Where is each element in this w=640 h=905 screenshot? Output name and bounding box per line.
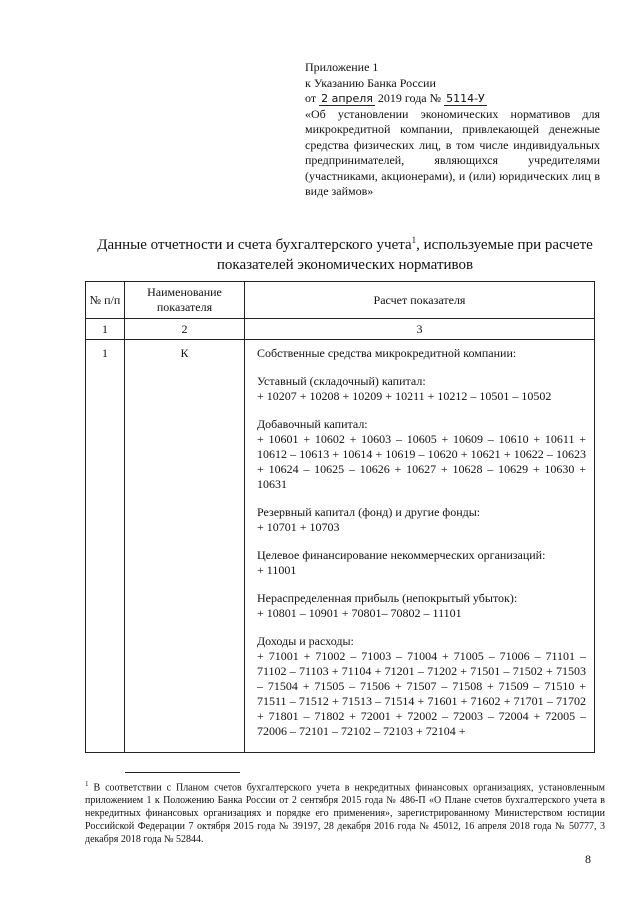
- heading-footnote-mark: 1: [411, 235, 417, 245]
- page-number: 8: [585, 852, 591, 866]
- calculation-table: [85, 281, 595, 753]
- year-text: 2019 года №: [377, 91, 442, 105]
- column-number-1: 1: [86, 319, 125, 340]
- calculation-block: [253, 548, 586, 578]
- block-formula: + 71001 + 71002 – 71003 – 71004 + 71005 – 71006 – 71101 – 71102 – 71103 + 71104 + 71201 – 71202 + 71501 – 71502 + 71503 – 71504 + 71505 – 71506 + 71507 – 71508 + 71509 – 71510 + 71511 – 71512 + 71513 – 71514 + 71601 + 71602 + 71701 – 71702 + 71801 – 71802 + 72001 + 72002 – 72003 – 72004 + 72005 – 72006 – 72101 – 72102 – 72103 + 72104 +: [257, 649, 586, 738]
- block-formula: + 10601 + 10602 + 10603 – 10605 + 10609 – 10610 + 10611 + 10612 – 10613 + 10614 + 10619 – 10620 + 10621 + 10622 – 10623 + 10624 – 10625 – 10626 + 10627 + 10628 – 10629 + 10630 + 10631: [257, 432, 586, 491]
- calculation-intro: [253, 346, 586, 361]
- appendix-title: Приложение 1: [305, 60, 379, 74]
- appendix-reference: к Указанию Банка России: [305, 75, 436, 90]
- block-formula: + 10701 + 10703: [257, 520, 340, 534]
- calculation-block: [253, 505, 586, 535]
- footnote-mark: 1: [85, 780, 89, 788]
- header-name: Наименование показателя: [125, 282, 245, 319]
- table-row: [86, 340, 595, 753]
- heading-part1: Данные отчетности и счета бухгалтерского учета: [97, 237, 412, 253]
- intro-text: Собственные средства микрокредитной компании:: [257, 346, 517, 360]
- header-number: № п/п: [86, 282, 125, 319]
- footnote-divider: [125, 772, 240, 773]
- calculation-block: [253, 634, 586, 739]
- footnote: [85, 778, 605, 846]
- column-number-2: 2: [125, 319, 245, 340]
- table-header-row: [86, 282, 595, 319]
- handwritten-number: 5114-У: [446, 92, 485, 105]
- block-label: Доходы и расходы:: [257, 634, 354, 648]
- heading-part2: , используемые при расчете показателей экономических нормативов: [216, 237, 593, 273]
- calculation-block: [253, 374, 586, 404]
- column-numbering-row: [86, 319, 595, 340]
- date-prefix: от: [305, 91, 317, 105]
- appendix-header: [305, 60, 600, 200]
- calculation-block: [253, 417, 586, 492]
- calculation-block: [253, 591, 586, 621]
- appendix-date-line: [305, 91, 600, 107]
- row-calculation: [245, 340, 595, 753]
- document-heading: [60, 230, 630, 275]
- block-formula: + 10207 + 10208 + 10209 + 10211 + 10212 – 10501 – 10502: [257, 389, 552, 403]
- block-formula: + 11001: [257, 563, 297, 577]
- footnote-text: В соответствии с Планом счетов бухгалтерского учета в некредитных финансовых организациях, установленным приложением 1 к Положению Банка России от 2 сентября 2015 года № 486-П «О Плане счетов бухгалтерского учета в некредитных финансовых организациях и порядке его применения», зарегистрированному Министерством юстиции Российской Федерации 7 октября 2015 года № 39197, 28 декабря 2016 года № 45012, 16 апреля 2018 года № 50777, 3 декабря 2018 года № 52844.: [85, 782, 605, 846]
- column-number-3: 3: [245, 319, 595, 340]
- row-indicator-name: К: [125, 340, 245, 753]
- block-label: Уставный (складочный) капитал:: [257, 374, 426, 388]
- block-label: Резервный капитал (фонд) и другие фонды:: [257, 505, 481, 519]
- handwritten-day: 2 апреля: [321, 92, 373, 105]
- block-label: Целевое финансирование некоммерческих организаций:: [257, 548, 546, 562]
- block-label: Добавочный капитал:: [257, 417, 368, 431]
- block-formula: + 10801 – 10901 + 70801– 70802 – 11101: [257, 606, 462, 620]
- row-number: 1: [86, 340, 125, 753]
- appendix-subject: «Об установлении экономических нормативов для микрокредитной компании, привлекающей денежные средства физических лиц, в том числе индивидуальных предпринимателей, являющихся учредителями (участниками, акционерами), и (или) юридических лиц в виде займов»: [305, 106, 600, 198]
- block-label: Нераспределенная прибыль (непокрытый убыток):: [257, 591, 518, 605]
- header-calculation: Расчет показателя: [245, 282, 595, 319]
